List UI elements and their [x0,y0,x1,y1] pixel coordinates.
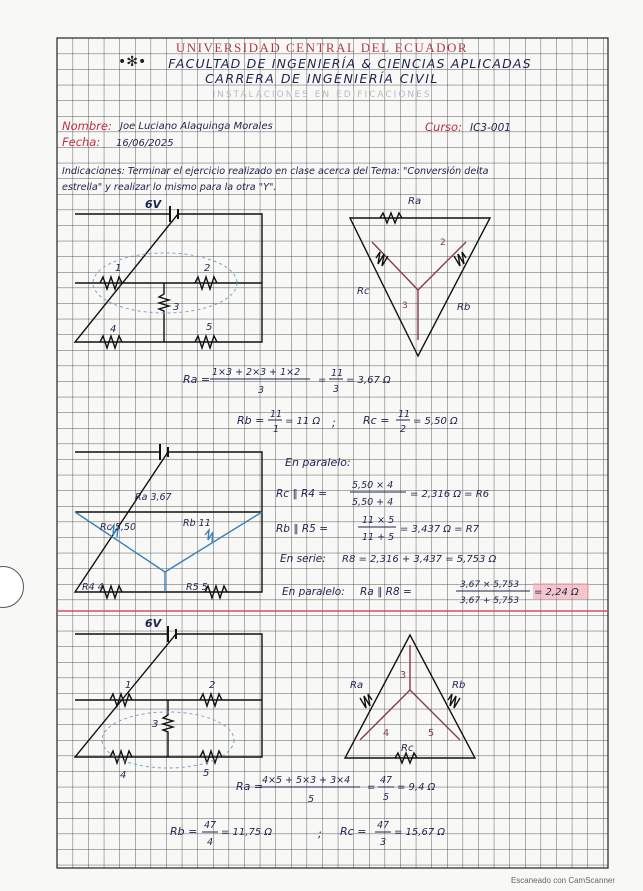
calc1-rc-fden: 2 [400,424,407,435]
calc1-rb-fnum: 11 [270,409,283,420]
calc3-rb-fnum: 47 [204,820,217,831]
student-name: Joe Luciano Alaquinga Morales [120,121,273,132]
c1-r2: 2 [204,263,211,274]
calc3-rc-lhs: Rc = [340,825,367,838]
d1-rc: Rc [357,286,370,297]
calc2-p1-res: = 2,316 Ω = R6 [410,489,490,500]
c3-source-label: 6V [145,617,162,630]
calc3-rb-lhs: Rb = [170,825,198,838]
c3-r1: 1 [125,680,132,691]
svg-text:=: = [318,375,327,386]
calc3-rb-fden: 4 [207,837,214,848]
calc3-rb-result: = 11,75 Ω [221,827,273,838]
calc1-sep: ; [332,416,336,429]
c3-r5: 5 [203,768,210,779]
calc2-p2-num: 11 × 5 [362,515,395,526]
student-course: IC3-001 [470,122,511,134]
calc2-p3-lhs: Ra ∥ R8 = [360,586,412,598]
d1-ra: Ra [408,196,422,207]
c2-rb: Rb 11 [183,518,211,529]
header-line2: FACULTAD DE INGENIERÍA & CIENCIAS APLICADAS [168,56,532,71]
logo-dots: •✻• [118,54,147,70]
c1-r5: 5 [206,322,213,333]
calc2-p3-label: En paralelo: [282,586,345,598]
calc1-rc-lhs: Rc = [363,414,390,427]
calc2-p1-num: 5,50 × 4 [352,480,394,491]
calc2-p1-lhs: Rc ∥ R4 = [276,488,328,500]
calc2-p3-den: 3,67 + 5,753 [460,596,520,606]
d2-ra: Ra [350,680,364,691]
c1-r3: 3 [173,302,180,313]
course-label: Curso: [425,120,462,134]
calc1-ra-result: = 3,67 Ω [346,375,391,386]
scanner-footer: Escaneado con CamScanner [510,876,615,885]
calc1-rb-fden: 1 [273,424,280,435]
calc3-ra-lhs: Ra = [236,780,264,793]
calc3-ra-fnum: 47 [380,775,393,786]
calc1-ra-lhs: Ra = [183,373,211,386]
calc1-ra-fden: 3 [333,384,340,395]
d2-rc: Rc [401,743,414,754]
date-label: Fecha: [62,135,101,149]
calc2-p2-den: 11 + 5 [362,532,395,543]
calc3-ra-result: = 9,4 Ω [397,782,436,793]
calc2-title: En paralelo: [285,456,351,469]
calc3-rc-result: = 15,67 Ω [394,827,446,838]
d1-y2: 2 [440,238,446,248]
calc2-s-label: En serie: [280,553,326,565]
calc3-rc-fnum: 47 [377,820,390,831]
c3-r4: 4 [120,770,127,781]
calc1-ra-num: 1×3 + 2×3 + 1×2 [212,367,301,378]
d2-y4: 4 [383,728,390,739]
calc1-rc-fnum: 11 [398,409,411,420]
c1-r4: 4 [110,324,117,335]
calc1-ra-den: 3 [258,385,265,396]
d1-y3: 3 [402,301,408,311]
grid-area [57,38,608,868]
c2-r5: R5 5 [186,582,208,593]
calc2-s-expr: R8 = 2,316 + 3,437 = 5,753 Ω [342,554,497,565]
d1-rb: Rb [457,302,471,313]
instructions-line2: estrella" y realizar lo mismo para la otra "Y". [62,182,277,193]
calc1-ra-fnum: 11 [331,368,344,379]
calc2-p2-lhs: Rb ∥ R5 = [276,523,328,535]
c3-r2: 2 [209,680,216,691]
calc1-rc-result: = 5,50 Ω [413,416,458,427]
c3-r3: 3 [152,719,159,730]
calc2-p1-den: 5,50 + 4 [352,497,394,508]
d2-y5: 5 [428,728,435,739]
student-date: 16/06/2025 [116,138,174,149]
calc3-ra-fden: 5 [383,792,390,803]
calc3-rc-fden: 3 [380,837,387,848]
header-line4: INSTALACIONES EN EDIFICACIONES [212,90,432,100]
calc2-p3-res: = 2,24 Ω [534,587,579,598]
d2-y3: 3 [400,670,407,681]
calc3-ra-den: 5 [308,794,315,805]
header-line1: UNIVERSIDAD CENTRAL DEL ECUADOR [175,40,469,55]
c2-r4: R4 4 [82,582,104,593]
calc2-p3-num: 3,67 × 5,753 [460,580,520,590]
calc3-sep: ; [318,827,322,840]
calc3-ra-num: 4×5 + 5×3 + 3×4 [262,775,351,786]
c1-source-label: 6V [145,198,162,211]
svg-text:=: = [367,782,376,793]
c1-r1: 1 [115,263,122,274]
calc1-rb-lhs: Rb = [237,414,265,427]
c2-rc: Rc 5,50 [100,522,136,533]
calc1-rb-result: = 11 Ω [285,416,321,427]
header-line3: CARRERA DE INGENIERÍA CIVIL [205,71,439,86]
calc2-p2-res: = 3,437 Ω = R7 [400,524,480,535]
c2-ra: Ra 3,67 [135,492,172,503]
name-label: Nombre: [62,119,112,133]
instructions-line1: Indicaciones: Terminar el ejercicio realizado en clase acerca del Tema: "Conversión delta [62,166,489,177]
d2-rb: Rb [452,680,466,691]
